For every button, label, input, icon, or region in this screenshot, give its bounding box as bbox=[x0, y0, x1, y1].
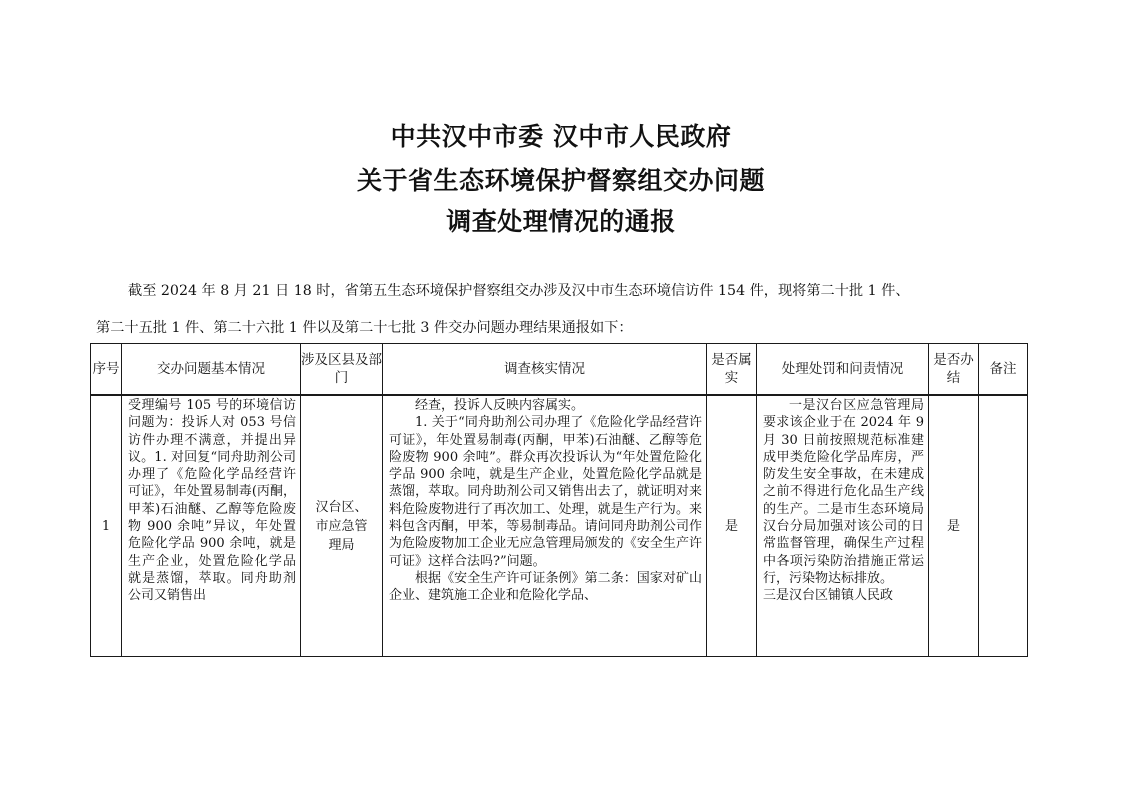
table-header-row bbox=[91, 344, 1028, 396]
header-verified: 是否属实 bbox=[707, 344, 757, 396]
header-handling: 处理处罚和问责情况 bbox=[757, 344, 929, 396]
header-basic-situation: 交办问题基本情况 bbox=[122, 344, 301, 396]
investigation-paragraph-3: 根据《安全生产许可证条例》第二条：国家对矿山企业、建筑施工企业和危险化学品、 bbox=[389, 570, 702, 604]
row-basic-situation: 受理编号 105 号的环境信访问题为：投诉人对 053 号信访件办理不满意，并提出异议。1. 对回复“同舟助剂公司办理了《危险化学品经营许可证》，年处置易制毒(丙酮，甲苯)石油醚、乙醇等危险废物 900 余吨”异议，年处置危险化学品 900 余吨，就是生产企业，处置危险化学品就是蒸馏，萃取。同舟助剂公司又销售出 bbox=[128, 398, 296, 604]
header-remark: 备注 bbox=[979, 344, 1028, 396]
table-row bbox=[91, 395, 1028, 657]
row-completed: 是 bbox=[929, 395, 979, 657]
intro-paragraph-line-2: 第二十五批 1 件、第二十六批 1 件以及第二十七批 3 件交办问题办理结果通报如下： bbox=[96, 320, 633, 336]
header-investigation: 调查核实情况 bbox=[383, 344, 707, 396]
row-remark bbox=[979, 395, 1028, 657]
investigation-paragraph-2: 1. 关于“同舟助剂公司办理了《危险化学品经营许可证》，年处置易制毒(丙酮，甲苯)石油醚、乙醇等危险废物 900 余吨”。群众再次投诉认为“年处置危险化学品 900 余吨，就是生产企业，处置危险化学品就是蒸馏，萃取。同舟助剂公司又销售出去了，就证明对来料危险废物进行了再次加工、处理，就是生产行为。来料包含丙酮，甲苯，等易制毒品。请问同舟助剂公司作为危险废物加工企业无应急管理局颁发的《安全生产许可证》这样合法吗?”问题。 bbox=[389, 415, 702, 569]
report-table bbox=[90, 343, 1028, 657]
row-district-department: 汉台区、市应急管理局 bbox=[301, 395, 383, 657]
document-title-line-2: 关于省生态环境保护督察组交办问题 bbox=[356, 166, 765, 195]
header-completed: 是否办结 bbox=[929, 344, 979, 396]
row-handling-cell bbox=[757, 395, 929, 657]
row-investigation-cell bbox=[383, 395, 707, 657]
row-basic-situation-cell bbox=[122, 395, 301, 657]
handling-paragraph-1: 一是汉台区应急管理局要求该企业于在 2024 年 9 月 30 日前按照规范标准建成甲类危险化学品库房，严防发生安全事故，在未建成之前不得进行危化品生产线的生产。二是市生态环境局汉台分局加强对该公司的日常监督管理，确保生产过程中各项污染防治措施正常运行，污染物达标排放。 bbox=[763, 398, 924, 586]
row-verified: 是 bbox=[707, 395, 757, 657]
investigation-paragraph-1: 经查，投诉人反映内容属实。 bbox=[415, 398, 585, 413]
header-district-department: 涉及区县及部门 bbox=[301, 344, 383, 396]
handling-paragraph-2: 三是汉台区铺镇人民政 bbox=[763, 588, 894, 604]
header-seq: 序号 bbox=[91, 344, 122, 396]
document-title-line-1: 中共汉中市委 汉中市人民政府 bbox=[390, 122, 732, 151]
row-seq: 1 bbox=[91, 395, 122, 657]
document-title-line-3: 调查处理情况的通报 bbox=[446, 207, 676, 236]
intro-paragraph-line-1: 截至 2024 年 8 月 21 日 18 时，省第五生态环境保护督察组交办涉及汉中市生态环境信访件 154 件，现将第二十批 1 件、 bbox=[128, 283, 910, 299]
